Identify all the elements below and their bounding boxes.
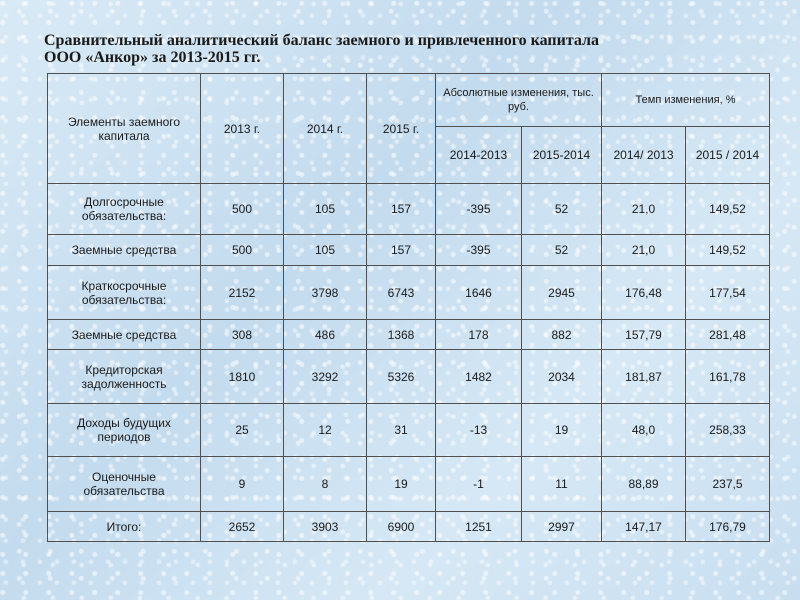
cell-rate-2: 149,52 <box>686 184 770 235</box>
cell-2014: 105 <box>284 235 367 266</box>
cell-rate-2: 258,33 <box>686 404 770 457</box>
cell-2015: 157 <box>367 184 436 235</box>
header-rate-2015-2014: 2015 / 2014 <box>686 127 770 184</box>
cell-abs-1: 178 <box>436 320 522 350</box>
cell-abs-2: 52 <box>522 235 602 266</box>
cell-2014: 486 <box>284 320 367 350</box>
cell-rate-2: 237,5 <box>686 457 770 512</box>
row-label: Оценочные обязательства <box>48 457 201 512</box>
cell-2013: 2652 <box>201 512 284 542</box>
cell-abs-2: 882 <box>522 320 602 350</box>
header-abs-2014-2013: 2014-2013 <box>436 127 522 184</box>
header-2014: 2014 г. <box>284 74 367 184</box>
table-row-total <box>48 512 770 542</box>
cell-rate-2: 149,52 <box>686 235 770 266</box>
cell-rate-1: 21,0 <box>602 235 686 266</box>
header-rate-of-change: Темп изменения, % <box>602 74 770 127</box>
cell-abs-1: 1251 <box>436 512 522 542</box>
table-row <box>48 320 770 350</box>
header-row-1 <box>48 74 770 127</box>
row-label: Краткосрочные обязательства: <box>48 266 201 320</box>
cell-rate-1: 176,48 <box>602 266 686 320</box>
cell-abs-2: 2997 <box>522 512 602 542</box>
cell-rate-1: 157,79 <box>602 320 686 350</box>
row-label: Доходы будущих периодов <box>48 404 201 457</box>
cell-2013: 2152 <box>201 266 284 320</box>
cell-rate-2: 281,48 <box>686 320 770 350</box>
cell-rate-1: 88,89 <box>602 457 686 512</box>
table-row <box>48 404 770 457</box>
cell-abs-2: 2034 <box>522 350 602 404</box>
cell-2014: 3292 <box>284 350 367 404</box>
cell-rate-1: 147,17 <box>602 512 686 542</box>
cell-2014: 8 <box>284 457 367 512</box>
cell-2014: 105 <box>284 184 367 235</box>
table-row <box>48 266 770 320</box>
cell-2014: 3903 <box>284 512 367 542</box>
cell-2015: 6900 <box>367 512 436 542</box>
cell-abs-1: 1482 <box>436 350 522 404</box>
capital-balance-table <box>47 73 770 542</box>
cell-2013: 9 <box>201 457 284 512</box>
cell-2015: 5326 <box>367 350 436 404</box>
header-elements: Элементы заемного капитала <box>48 74 201 184</box>
cell-rate-2: 161,78 <box>686 350 770 404</box>
cell-2013: 500 <box>201 235 284 266</box>
cell-abs-1: -1 <box>436 457 522 512</box>
cell-2015: 31 <box>367 404 436 457</box>
title-line-2: ООО «Анкор» за 2013-2015 гг. <box>44 49 261 66</box>
slide-title <box>44 32 764 66</box>
cell-rate-2: 176,79 <box>686 512 770 542</box>
header-2015: 2015 г. <box>367 74 436 184</box>
cell-2013: 308 <box>201 320 284 350</box>
row-label: Заемные средства <box>48 235 201 266</box>
cell-2013: 25 <box>201 404 284 457</box>
cell-2014: 3798 <box>284 266 367 320</box>
cell-rate-1: 21,0 <box>602 184 686 235</box>
cell-rate-1: 48,0 <box>602 404 686 457</box>
table-row <box>48 350 770 404</box>
header-2013: 2013 г. <box>201 74 284 184</box>
cell-2015: 157 <box>367 235 436 266</box>
row-label: Долгосрочные обязательства: <box>48 184 201 235</box>
cell-2014: 12 <box>284 404 367 457</box>
cell-abs-2: 11 <box>522 457 602 512</box>
table-row <box>48 457 770 512</box>
cell-abs-1: -395 <box>436 184 522 235</box>
table-row <box>48 184 770 235</box>
cell-abs-2: 52 <box>522 184 602 235</box>
cell-rate-2: 177,54 <box>686 266 770 320</box>
cell-abs-1: -395 <box>436 235 522 266</box>
cell-2013: 1810 <box>201 350 284 404</box>
cell-rate-1: 181,87 <box>602 350 686 404</box>
header-absolute-changes: Абсолютные изменения, тыс. руб. <box>436 74 602 127</box>
cell-2015: 1368 <box>367 320 436 350</box>
cell-abs-2: 19 <box>522 404 602 457</box>
cell-2015: 6743 <box>367 266 436 320</box>
cell-2013: 500 <box>201 184 284 235</box>
cell-abs-1: -13 <box>436 404 522 457</box>
cell-abs-1: 1646 <box>436 266 522 320</box>
table-row <box>48 235 770 266</box>
cell-2015: 19 <box>367 457 436 512</box>
header-rate-2014-2013: 2014/ 2013 <box>602 127 686 184</box>
row-label: Кредиторская задолженность <box>48 350 201 404</box>
cell-abs-2: 2945 <box>522 266 602 320</box>
row-label: Заемные средства <box>48 320 201 350</box>
title-line-1: Сравнительный аналитический баланс заемного и привлеченного капитала <box>44 32 599 49</box>
row-label-total: Итого: <box>48 512 201 542</box>
header-abs-2015-2014: 2015-2014 <box>522 127 602 184</box>
